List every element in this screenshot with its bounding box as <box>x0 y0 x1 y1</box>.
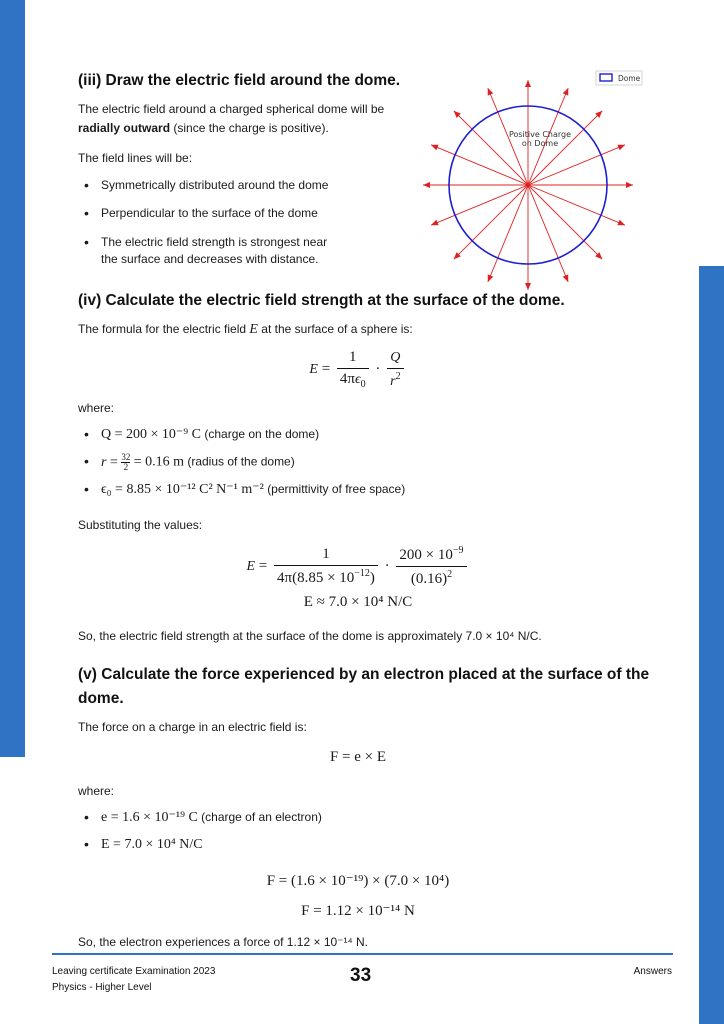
q-math: Q = 200 × 10⁻⁹ C <box>101 427 202 442</box>
s3-bullet-3-line1: The electric field strength is strongest near <box>101 235 328 249</box>
s3-bullet-3-line2: the surface and decreases with distance. <box>101 252 319 266</box>
section-iii-heading: (iii) Draw the electric field around the dome. <box>78 72 401 89</box>
field-result: E ≈ 7.0 × 10⁴ N/C <box>303 594 413 610</box>
field-line <box>528 185 602 259</box>
e-note: (charge of an electron) <box>201 810 322 824</box>
field-line <box>454 185 528 259</box>
section-iv-heading: (iv) Calculate the electric field strength at the surface of the dome. <box>78 292 565 309</box>
s3-bullet-1: • Symmetrically distributed around the dome <box>78 177 328 194</box>
s4-where: where: <box>78 401 115 415</box>
footer-exam-title: Leaving certificate Examination 2023 <box>52 966 216 977</box>
footer-section-label: Answers <box>633 966 672 977</box>
s3-para-line1: The electric field around a charged spherical dome will be <box>78 102 385 116</box>
right-accent-bar <box>699 266 724 1024</box>
s3-para-rest: (since the charge is positive). <box>170 121 329 135</box>
s4-bullet-e0 <box>78 481 405 498</box>
field-formula: E = $\frac{1}{4\pi\epsilon_0}$ · $\frac{Q}{r^2}$ <box>78 349 638 390</box>
footer-subject: Physics - Higher Level <box>52 982 152 993</box>
e-math: e = 1.6 × 10⁻¹⁹ C <box>101 810 198 825</box>
section-v-heading-line1: (v) Calculate the force experienced by an electron placed at the surface of the <box>78 666 650 683</box>
s4-intro-var: E <box>249 322 258 337</box>
s4-substituting: Substituting the values: <box>78 518 203 532</box>
s3-para-field-lines: The field lines will be: <box>78 151 193 165</box>
s4-conclusion: So, the electric field strength at the surface of the dome is approximately 7.0 × 10⁴ N/C. <box>78 629 542 643</box>
s4-intro <box>78 321 413 338</box>
legend-label: Dome <box>618 74 641 83</box>
substitution-equation: E = $\frac{1}{4\pi(8.85 \times 10^{-12})}$ · $\frac{200 \times 10^{-9}}{(0.16)^2}$ <box>78 545 638 588</box>
electric-field-diagram <box>420 64 650 290</box>
E-math: E = 7.0 × 10⁴ N/C <box>101 837 203 852</box>
field-line <box>454 111 528 185</box>
s5-conclusion: So, the electron experiences a force of 1.12 × 10⁻¹⁴ N. <box>78 935 368 949</box>
s5-bullet-e <box>78 809 322 826</box>
s3-para-line2 <box>78 120 329 137</box>
field-arrowhead <box>423 182 430 188</box>
r-note: (radius of the dome) <box>187 454 295 469</box>
s4-intro-b: at the surface of a sphere is: <box>257 322 413 336</box>
field-arrowhead <box>626 182 633 188</box>
field-arrowhead <box>525 283 531 290</box>
section-v-heading-line2: dome. <box>78 690 124 707</box>
legend <box>596 71 642 85</box>
field-arrowhead <box>525 80 531 87</box>
force-substitution: F = (1.6 × 10⁻¹⁹) × (7.0 × 10⁴) <box>266 873 450 889</box>
e0-note: (permittivity of free space) <box>267 482 406 496</box>
s3-bullet-2: • Perpendicular to the surface of the dome <box>78 205 318 222</box>
force-formula: F = e × E <box>329 749 387 765</box>
s3-bullet-3 <box>78 234 327 268</box>
footer-rule <box>52 953 673 955</box>
s4-bullet-q <box>78 426 319 443</box>
left-accent-bar <box>0 0 25 757</box>
s3-bold-phrase: radially outward <box>78 121 171 135</box>
charge-label-line2: on Dome <box>521 139 559 148</box>
s5-where: where: <box>78 784 115 798</box>
e0-math: ϵ₀ = 8.85 × 10⁻¹² C² N⁻¹ m⁻² <box>101 482 264 497</box>
page-number: 33 <box>350 965 372 986</box>
q-note: (charge on the dome) <box>204 427 320 441</box>
s5-intro: The force on a charge in an electric field is: <box>78 720 307 734</box>
s5-bullet-E <box>78 836 203 853</box>
charge-label-line1: Positive Charge <box>508 130 572 139</box>
s4-intro-a: The formula for the electric field <box>78 322 250 336</box>
s4-bullet-r: • r = $\frac{32}{2}$ = 0.16 m (radius of the dome) <box>78 453 295 472</box>
force-result: F = 1.12 × 10⁻¹⁴ N <box>301 903 415 919</box>
r-math: = 0.16 m <box>133 454 184 470</box>
